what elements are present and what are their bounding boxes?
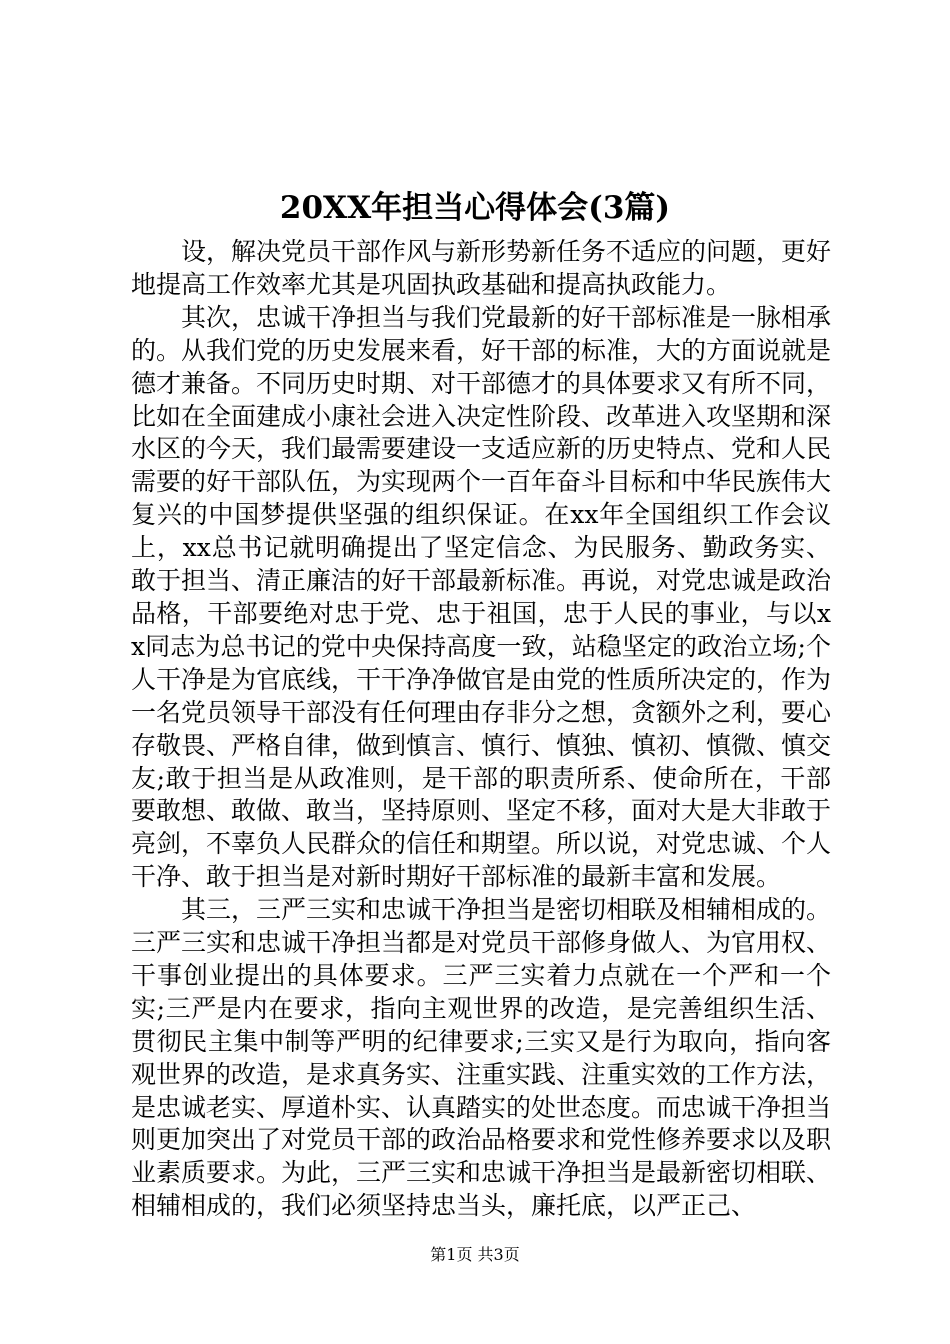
document-body (131, 236, 831, 1223)
paragraph-3: 其三，三严三实和忠诚干净担当是密切相联及相辅相成的。三严三实和忠诚干净担当都是对党员干部修身做人、为官用权、干事创业提出的具体要求。三严三实着力点就在一个严和一个实;三严是内在要求，指向主观世界的改造，是完善组织生活、贯彻民主集中制等严明的纪律要求;三实又是行为取向，指向客观世界的改造，是求真务实、注重实践、注重实效的工作方法，是忠诚老实、厚道朴实、认真踏实的处世态度。而忠诚干净担当则更加突出了对党员干部的政治品格要求和党性修养要求以及职业素质要求。为此，三严三实和忠诚干净担当是最新密切相联、相辅相成的，我们必须坚持忠当头，廉托底，以严正己、 (131, 895, 832, 1221)
paragraph-2: 其次，忠诚干净担当与我们党最新的好干部标准是一脉相承的。从我们党的历史发展来看，好干部的标准，大的方面说就是德才兼备。不同历史时期、对干部德才的具体要求又有所不同，比如在全面建成小康社会进入决定性阶段、改革进入攻坚期和深水区的今天，我们最需要建设一支适应新的历史特点、党和人民需要的好干部队伍，为实现两个一百年奋斗目标和中华民族伟大复兴的中国梦提供坚强的组织保证。在xx年全国组织工作会议上，xx总书记就明确提出了坚定信念、为民服务、勤政务实、敢于担当、清正廉洁的好干部最新标准。再说，对党忠诚是政治品格，干部要绝对忠于党、忠于祖国，忠于人民的事业，与以xx同志为总书记的党中央保持高度一致，站稳坚定的政治立场;个人干净是为官底线，干干净净做官是由党的性质所决定的，作为一名党员领导干部没有任何理由存非分之想，贪额外之利，要心存敬畏、严格自律，做到慎言、慎行、慎独、慎初、慎微、慎交友;敢于担当是从政准则，是干部的职责所系、使命所在，干部要敢想、敢做、敢当，坚持原则、坚定不移，面对大是大非敢于亮剑，不辜负人民群众的信任和期望。所以说，对党忠诚、个人干净、敢于担当是对新时期好干部标准的最新丰富和发展。 (131, 302, 832, 892)
document-title: 20XX年担当心得体会(3篇) (279, 190, 671, 226)
paragraph-1: 设，解决党员干部作风与新形势新任务不适应的问题，更好地提高工作效率尤其是巩固执政基础和提高执政能力。 (131, 237, 832, 299)
page-footer: 第1页 共3页 (430, 1245, 520, 1264)
